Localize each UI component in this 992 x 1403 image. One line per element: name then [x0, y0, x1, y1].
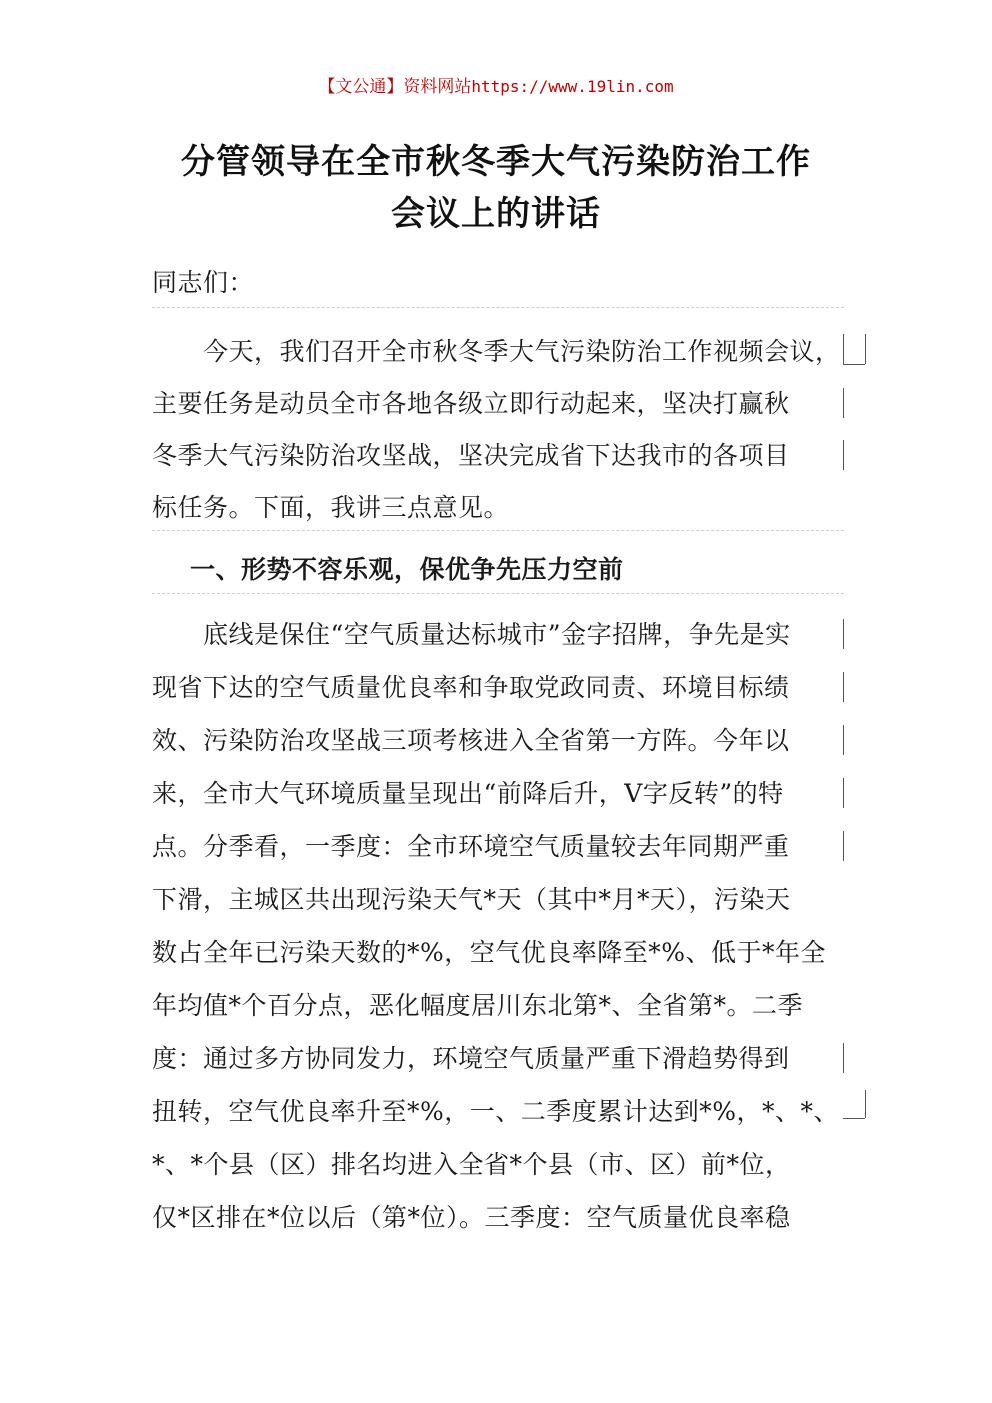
- header-banner: [0, 76, 992, 98]
- paragraph-line: 今天，我们召开全市秋冬季大气污染防治工作视频会议，: [152, 337, 841, 366]
- paragraph-line: 点。分季看，一季度：全市环境空气质量较去年同期严重: [152, 832, 790, 861]
- dashed-rule: [152, 593, 844, 594]
- paragraph-line: 底线是保住“空气质量达标城市”金字招牌，争先是实: [152, 620, 791, 649]
- paragraph-line: 扭转，空气优良率升至*%，一、二季度累计达到*%，*、*、: [152, 1097, 840, 1126]
- paragraph-line: 来，全市大气环境质量呈现出“前降后升，V字反转”的特: [152, 779, 784, 808]
- section-heading: 一、形势不容乐观，保优争先压力空前: [190, 555, 624, 584]
- header-url-link[interactable]: https://www.19lin.com: [471, 77, 674, 96]
- paragraph-line: 标任务。下面，我讲三点意见。: [152, 493, 510, 522]
- margin-mark: [843, 334, 844, 364]
- margin-mark: [843, 388, 844, 418]
- margin-mark: [843, 672, 844, 702]
- document-title-line-2: 会议上的讲话: [391, 194, 601, 234]
- margin-mark: [843, 619, 844, 649]
- paragraph-line: 下滑，主城区共出现污染天气*天（其中*月*天），污染天: [152, 885, 791, 914]
- margin-mark: [843, 831, 844, 861]
- margin-mark: [843, 1043, 844, 1073]
- header-site-label: 资料网站: [403, 77, 472, 97]
- paragraph-line: 现省下达的空气质量优良率和争取党政同责、环境目标绩: [152, 673, 790, 702]
- document-title-line-1: 分管领导在全市秋冬季大气污染防治工作: [181, 142, 811, 182]
- paragraph-line: 度：通过多方协同发力，环境空气质量严重下滑趋势得到: [152, 1044, 790, 1073]
- margin-mark: [843, 778, 844, 808]
- salutation: 同志们：: [152, 268, 255, 297]
- margin-mark: [843, 364, 865, 365]
- margin-mark: [865, 334, 866, 364]
- paragraph-line: 数占全年已污染天数的*%，空气优良率降至*%、低于*年全: [152, 938, 827, 967]
- paragraph-line: *、*个县（区）排名均进入全省*个县（市、区）前*位，: [152, 1150, 791, 1179]
- margin-mark: [865, 1090, 866, 1118]
- header-bracket-open: 【: [318, 77, 336, 97]
- margin-mark: [843, 1118, 865, 1119]
- dashed-rule: [152, 530, 844, 531]
- paragraph-line: 冬季大气污染防治攻坚战，坚决完成省下达我市的各项目: [152, 441, 790, 470]
- margin-mark: [843, 440, 844, 470]
- header-bracket-close: 】: [386, 77, 404, 97]
- paragraph-line: 年均值*个百分点，恶化幅度居川东北第*、全省第*。二季: [152, 991, 804, 1020]
- dashed-rule: [152, 307, 844, 308]
- paragraph-line: 效、污染防治攻坚战三项考核进入全省第一方阵。今年以: [152, 726, 790, 755]
- header-brand: 文公通: [335, 77, 387, 97]
- paragraph-line: 仅*区排在*位以后（第*位）。三季度：空气质量优良率稳: [152, 1203, 791, 1232]
- paragraph-line: 主要任务是动员全市各地各级立即行动起来，坚决打赢秋: [152, 389, 790, 418]
- margin-mark: [843, 725, 844, 755]
